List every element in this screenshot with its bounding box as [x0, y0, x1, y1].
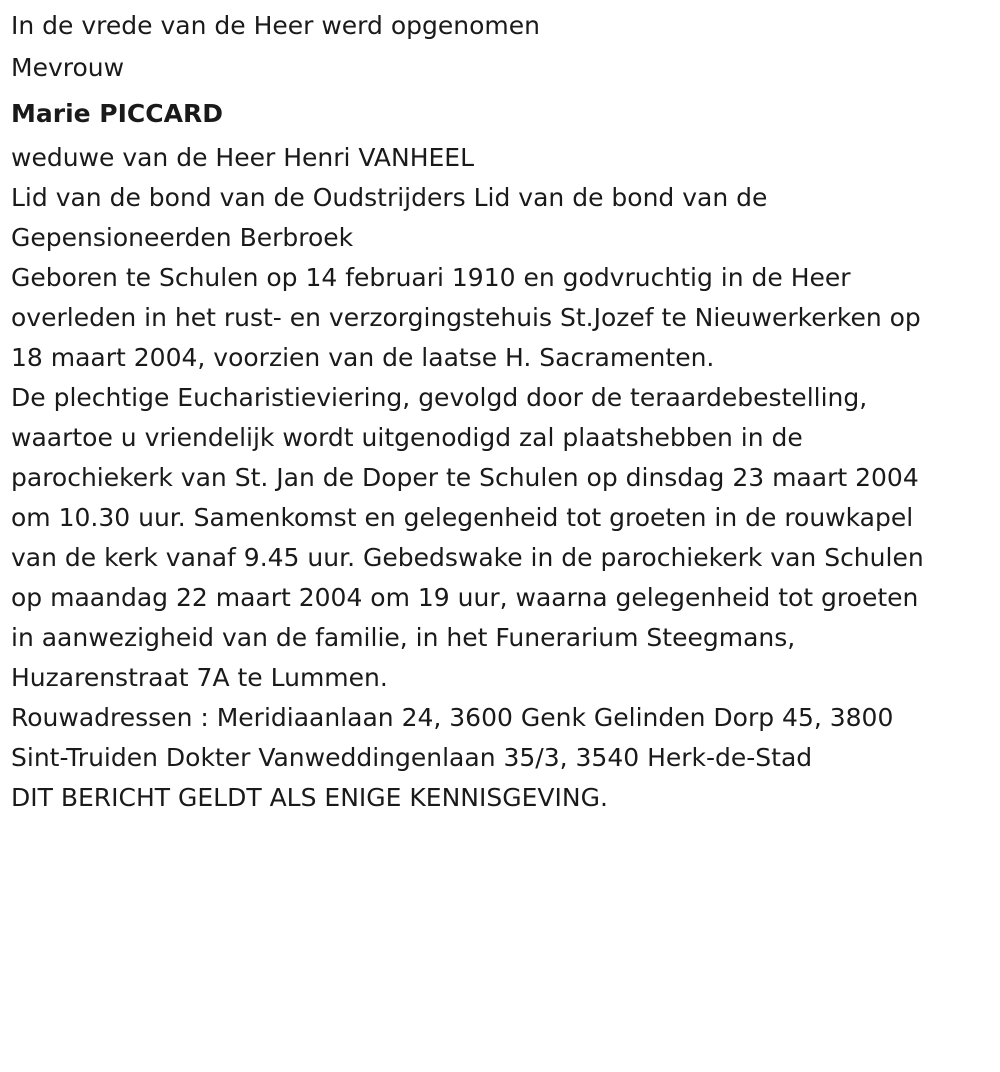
ceremony-line: om 10.30 uur. Samenkomst en gelegenheid tot groeten in de rouwkapel [11, 503, 914, 532]
ceremony-line: van de kerk vanaf 9.45 uur. Gebedswake in de parochiekerk van Schulen [11, 543, 924, 572]
ceremony-line: Huzarenstraat 7A te Lummen. [11, 663, 388, 692]
ceremony-line: waartoe u vriendelijk wordt uitgenodigd zal plaatshebben in de [11, 423, 803, 452]
honorific-title: Mevrouw [11, 53, 125, 82]
address-line: Sint-Truiden Dokter Vanweddingenlaan 35/3, 3540 Herk-de-Stad [11, 743, 813, 772]
closing-line: DIT BERICHT GELDT ALS ENIGE KENNISGEVING. [11, 783, 608, 812]
intro-line: In de vrede van de Heer werd opgenomen [11, 11, 540, 40]
membership-line: Gepensioneerden Berbroek [11, 223, 354, 252]
ceremony-line: De plechtige Eucharistieviering, gevolgd door de teraardebestelling, [11, 383, 868, 412]
ceremony-line: parochiekerk van St. Jan de Doper te Schulen op dinsdag 23 maart 2004 [11, 463, 919, 492]
ceremony-line: in aanwezigheid van de familie, in het Funerarium Steegmans, [11, 623, 796, 652]
spouse-line: weduwe van de Heer Henri VANHEEL [11, 143, 475, 172]
birth-death-line: Geboren te Schulen op 14 februari 1910 en godvruchtig in de Heer [11, 263, 851, 292]
birth-death-line: 18 maart 2004, voorzien van de laatse H. Sacramenten. [11, 343, 715, 372]
address-line: Rouwadressen : Meridiaanlaan 24, 3600 Genk Gelinden Dorp 45, 3800 [11, 703, 894, 732]
birth-death-line: overleden in het rust- en verzorgingstehuis St.Jozef te Nieuwerkerken op [11, 303, 921, 332]
ceremony-line: op maandag 22 maart 2004 om 19 uur, waarna gelegenheid tot groeten [11, 583, 919, 612]
deceased-name: Marie PICCARD [11, 99, 223, 128]
membership-line: Lid van de bond van de Oudstrijders Lid van de bond van de [11, 183, 768, 212]
